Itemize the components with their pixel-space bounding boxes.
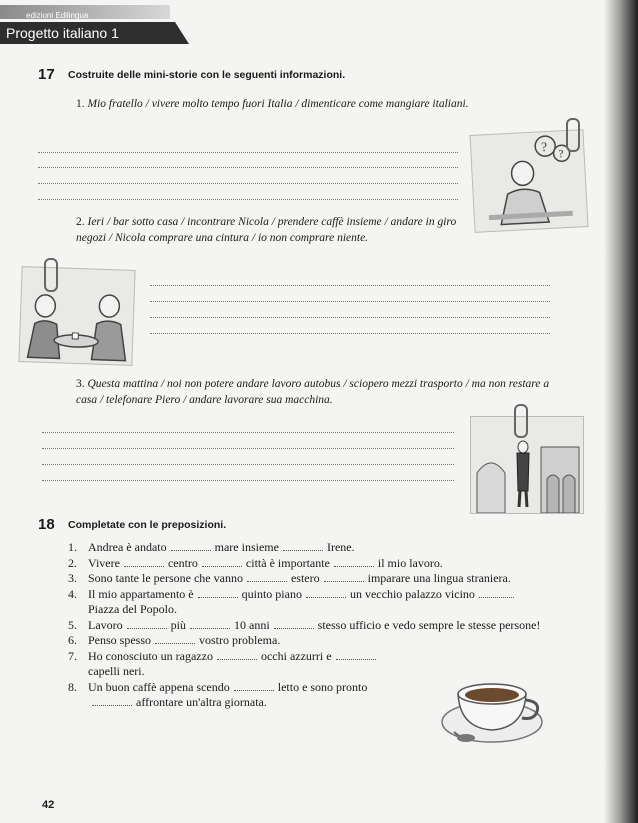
ex18-item-number: 3. [68,571,77,585]
ex18-item-text [88,680,367,711]
ex18-text-part: occhi azzurri e [260,648,332,663]
blank-field[interactable] [283,541,323,551]
ex18-item-number: 6. [68,633,77,647]
blank-field[interactable] [92,696,132,706]
ex18-item-text [88,556,443,572]
ex18-text-part: centro [167,555,198,570]
answer-line[interactable] [42,448,454,449]
ex18-item [68,540,568,556]
ex18-text-part: estero [290,571,320,585]
ex18-text-part: Piazza del Popolo. [88,602,177,616]
exercise-18-number: 18 [38,516,55,533]
blank-field[interactable] [274,619,314,629]
ex18-item [68,571,568,587]
ex18-text-part: mare insieme [214,540,279,554]
ex18-text-part: imparare una lingua straniera. [367,571,511,585]
exercise-17-title: Costruite delle mini-storie con le seguenti informazioni. [68,69,346,81]
ex17-prompt-2 [76,214,466,246]
ex18-text-part: Il mio appartamento è [88,586,194,601]
blank-field[interactable] [306,588,346,598]
ex18-text-part: Penso spesso [88,633,152,647]
paperclip-icon [566,118,580,152]
blank-field[interactable] [336,650,376,660]
answer-line[interactable] [42,480,454,481]
ex18-item [68,618,568,634]
answer-line[interactable] [150,333,550,334]
ex18-text-part: il mio lavoro. [377,555,443,570]
answer-line[interactable] [38,152,458,153]
answer-line[interactable] [150,285,550,286]
answer-line[interactable] [42,432,454,433]
answer-line[interactable] [38,167,458,168]
blank-field[interactable] [334,557,374,567]
publisher-name: edizioni Edilingua [26,11,89,20]
ex18-text-part: Andrea è andato [88,540,167,554]
ex17-prompt-text: Questa mattina / noi non potere andare lavoro autobus / sciopero mezzi trasporto / ma non restare a casa / telefonare Piero / andare lavorare sua macchina. [76,378,550,406]
ex18-item-number: 2. [68,555,77,570]
ex18-item-number: 5. [68,617,77,632]
blank-field[interactable] [234,681,274,691]
blank-field[interactable] [324,572,364,582]
book-spine-shadow [604,0,638,823]
ex18-item-text [88,649,380,680]
ex18-item-text [88,633,280,649]
ex18-item-text [88,587,518,618]
ex18-text-part: Ho conosciuto un ragazzo [88,648,213,663]
ex18-text-part: Vivere [88,555,120,570]
ex18-item-text [88,618,540,634]
ex18-item [68,680,428,711]
ex18-text-part: un vecchio palazzo vicino [349,586,475,601]
answer-line[interactable] [38,199,458,200]
svg-text:?: ? [540,139,548,155]
ex17-prompt-number: 1. [76,98,85,110]
ex18-text-part: città è importante [245,555,330,570]
paperclip-icon [44,258,58,292]
ex18-text-part: quinto piano [241,586,302,601]
illustration-two-men-at-table [18,266,135,366]
ex18-item [68,587,568,618]
two-men-at-table-icon [19,267,134,365]
blank-field[interactable] [155,634,195,644]
ex18-text-part: più [170,617,186,632]
coffee-cup-icon [436,664,548,754]
ex18-item-number: 7. [68,648,77,663]
answer-line[interactable] [42,464,454,465]
page-number: 42 [42,799,55,811]
ex18-text-part: Lavoro [88,617,123,632]
ex18-text-part: capelli neri. [88,664,145,678]
ex18-item [68,649,428,680]
ex17-prompt-number: 3. [76,378,85,390]
ex18-text-part: vostro problema. [199,633,281,647]
ex18-item-text [88,571,511,587]
answer-line[interactable] [150,301,550,302]
ex17-prompt-3 [76,376,566,408]
exercise-17-number: 17 [38,66,55,83]
ex17-prompt-1 [76,96,536,112]
publisher-strip [0,5,170,19]
ex18-text-part: stesso ufficio e vedo sempre le stesse persone! [317,617,541,632]
paperclip-icon [514,404,528,438]
ex18-text-part: Irene. [326,540,355,554]
ex18-item [68,556,568,572]
book-title-banner [0,22,175,44]
ex18-item-number: 8. [68,679,77,694]
answer-line[interactable] [150,317,550,318]
ex17-prompt-text: Ieri / bar sotto casa / incontrare Nicola / prendere caffè insieme / andare in giro negozi / Nicola comprare una cintura / io non comprare niente. [76,216,457,244]
blank-field[interactable] [217,650,257,660]
blank-field[interactable] [190,619,230,629]
ex18-text-part: 10 anni [234,617,270,632]
svg-text:?: ? [558,148,564,161]
ex18-text-part: affrontare un'altra giornata. [136,695,267,709]
ex18-item-text [88,540,355,556]
blank-field[interactable] [198,588,238,598]
ex18-item [68,633,568,649]
ex18-item-number: 4. [68,586,77,601]
blank-field[interactable] [171,541,211,551]
ex18-text-part: letto e sono pronto [277,679,368,694]
blank-field[interactable] [124,557,164,567]
ex17-prompt-text: Mio fratello / vivere molto tempo fuori Italia / dimenticare come mangiare italiani. [87,98,469,110]
ex17-prompt-number: 2. [76,216,85,228]
ex18-text-part: Un buon caffè appena scendo [88,679,230,694]
ex18-text-part: Sono tante le persone che vanno [88,571,243,585]
blank-field[interactable] [247,572,287,582]
blank-field[interactable] [479,588,514,598]
ex18-item-number: 1. [68,540,77,554]
book-title: Progetto italiano 1 [6,25,119,41]
answer-line[interactable] [38,183,458,184]
exercise-18-title: Completate con le preposizioni. [68,519,227,531]
blank-field[interactable] [202,557,242,567]
blank-field[interactable] [127,619,167,629]
